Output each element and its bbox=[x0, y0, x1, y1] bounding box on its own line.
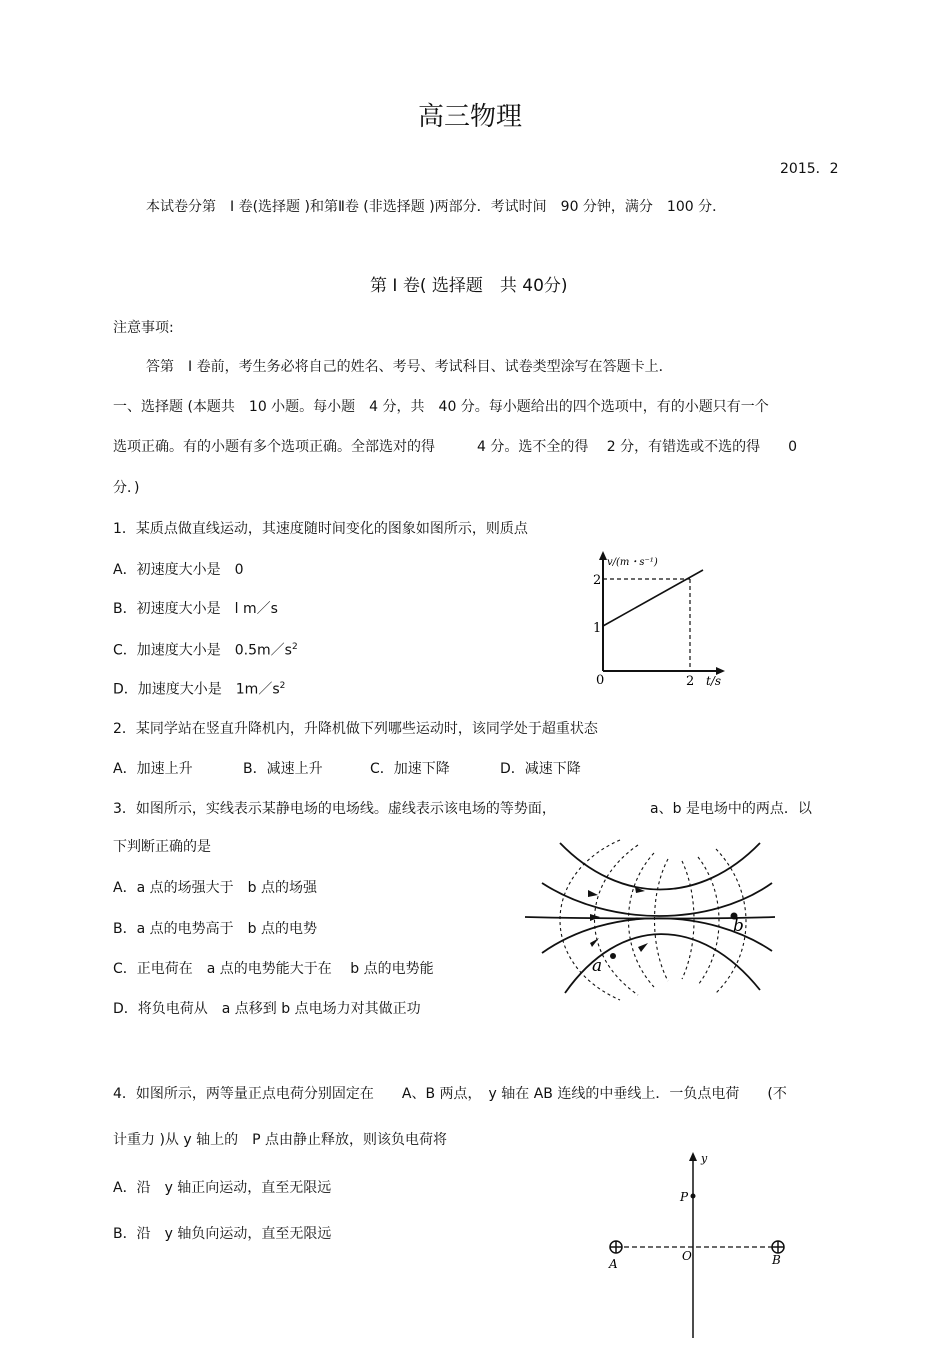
q4-label-b: B bbox=[772, 1253, 781, 1267]
q2-option-d: D．减速下降 bbox=[500, 761, 581, 777]
q3-option-d: D．将负电荷从 a 点移到 b 点电场力对其做正功 bbox=[113, 1001, 421, 1017]
instructions-line-1: 一、选择题 (本题共 10 小题。每小题 4 分，共 40 分。每小题给出的四个选项中，有的小题只有一个 bbox=[113, 399, 769, 415]
q1-stem: 1．某质点做直线运动，其速度随时间变化的图象如图所示，则质点 bbox=[113, 521, 528, 537]
page-title: 高三物理 bbox=[418, 102, 523, 132]
q1-y-axis-label: v/(m・s⁻¹) bbox=[607, 557, 658, 568]
q1-option-b: B．初速度大小是 l m／s bbox=[113, 601, 278, 617]
q1-tick-y1: 1 bbox=[593, 621, 602, 636]
q4-option-a: A．沿 y 轴正向运动，直至无限远 bbox=[113, 1180, 332, 1196]
instructions-line-3: 分．) bbox=[113, 480, 140, 496]
q2-option-a: A．加速上升 bbox=[113, 761, 193, 777]
q3-label-b: b bbox=[733, 916, 744, 936]
q4-option-b: B．沿 y 轴负向运动，直至无限远 bbox=[113, 1226, 332, 1242]
q2-option-c: C．加速下降 bbox=[370, 761, 450, 777]
intro-text: 本试卷分第 I 卷(选择题 )和第Ⅱ卷 (非选择题 )两部分．考试时间 90 分钟，满分 100 分． bbox=[146, 199, 727, 215]
q1-x-axis-label: t/s bbox=[706, 674, 722, 688]
q1-tick-x2: 2 bbox=[686, 674, 695, 689]
q4-label-y: y bbox=[701, 1152, 708, 1165]
q3-label-a: a bbox=[592, 956, 603, 976]
q3-option-c: C．正电荷在 a 点的电势能大于在 b 点的电势能 bbox=[113, 961, 434, 977]
q2-option-b: B．减速上升 bbox=[243, 761, 323, 777]
q1-option-a: A．初速度大小是 0 bbox=[113, 562, 244, 578]
q4-charges-figure bbox=[600, 1150, 800, 1340]
q2-stem: 2．某同学站在竖直升降机内，升降机做下列哪些运动时，该同学处于超重状态 bbox=[113, 721, 598, 737]
q1-tick-y2: 2 bbox=[593, 573, 602, 588]
q3-option-a: A．a 点的场强大于 b 点的场强 bbox=[113, 880, 317, 896]
instructions-line-2: 选项正确。有的小题有多个选项正确。全部选对的得 4 分。选不全的得 2 分，有错选或不选的得 0 bbox=[113, 439, 798, 455]
exam-date: 2015．2 bbox=[780, 161, 839, 177]
notes-text: 答第 I 卷前，考生务必将自己的姓名、考号、考试科目、试卷类型涂写在答题卡上． bbox=[146, 359, 673, 375]
q3-stem-1: 3．如图所示，实线表示某静电场的电场线。虚线表示该电场的等势面， bbox=[113, 801, 556, 817]
q4-label-a: A bbox=[609, 1257, 618, 1271]
notes-label: 注意事项: bbox=[113, 320, 174, 336]
section-title: 第 I 卷( 选择题 共 40分) bbox=[370, 276, 568, 296]
q3-stem-2: 下判断正确的是 bbox=[113, 839, 211, 855]
q3-stem-1b: a、b 是电场中的两点．以 bbox=[650, 801, 812, 817]
q4-stem-1: 4．如图所示，两等量正点电荷分别固定在 A、B 两点， y 轴在 AB 连线的中垂线上．一负点电荷 (不 bbox=[113, 1086, 787, 1102]
q3-field-figure bbox=[520, 835, 780, 1005]
q1-vt-graph bbox=[585, 548, 730, 690]
q1-origin: 0 bbox=[596, 673, 605, 688]
q1-option-d: D．加速度大小是 $1m/s^2$ bbox=[113, 681, 286, 698]
q4-stem-2: 计重力 )从 y 轴上的 P 点由静止释放，则该负电荷将 bbox=[113, 1132, 447, 1148]
q1-option-c: C．加速度大小是 $0.5m/s^2$ bbox=[113, 642, 298, 659]
q4-label-o: O bbox=[682, 1249, 692, 1263]
q3-option-b: B．a 点的电势高于 b 点的电势 bbox=[113, 921, 317, 937]
q4-label-p: P bbox=[680, 1190, 689, 1204]
